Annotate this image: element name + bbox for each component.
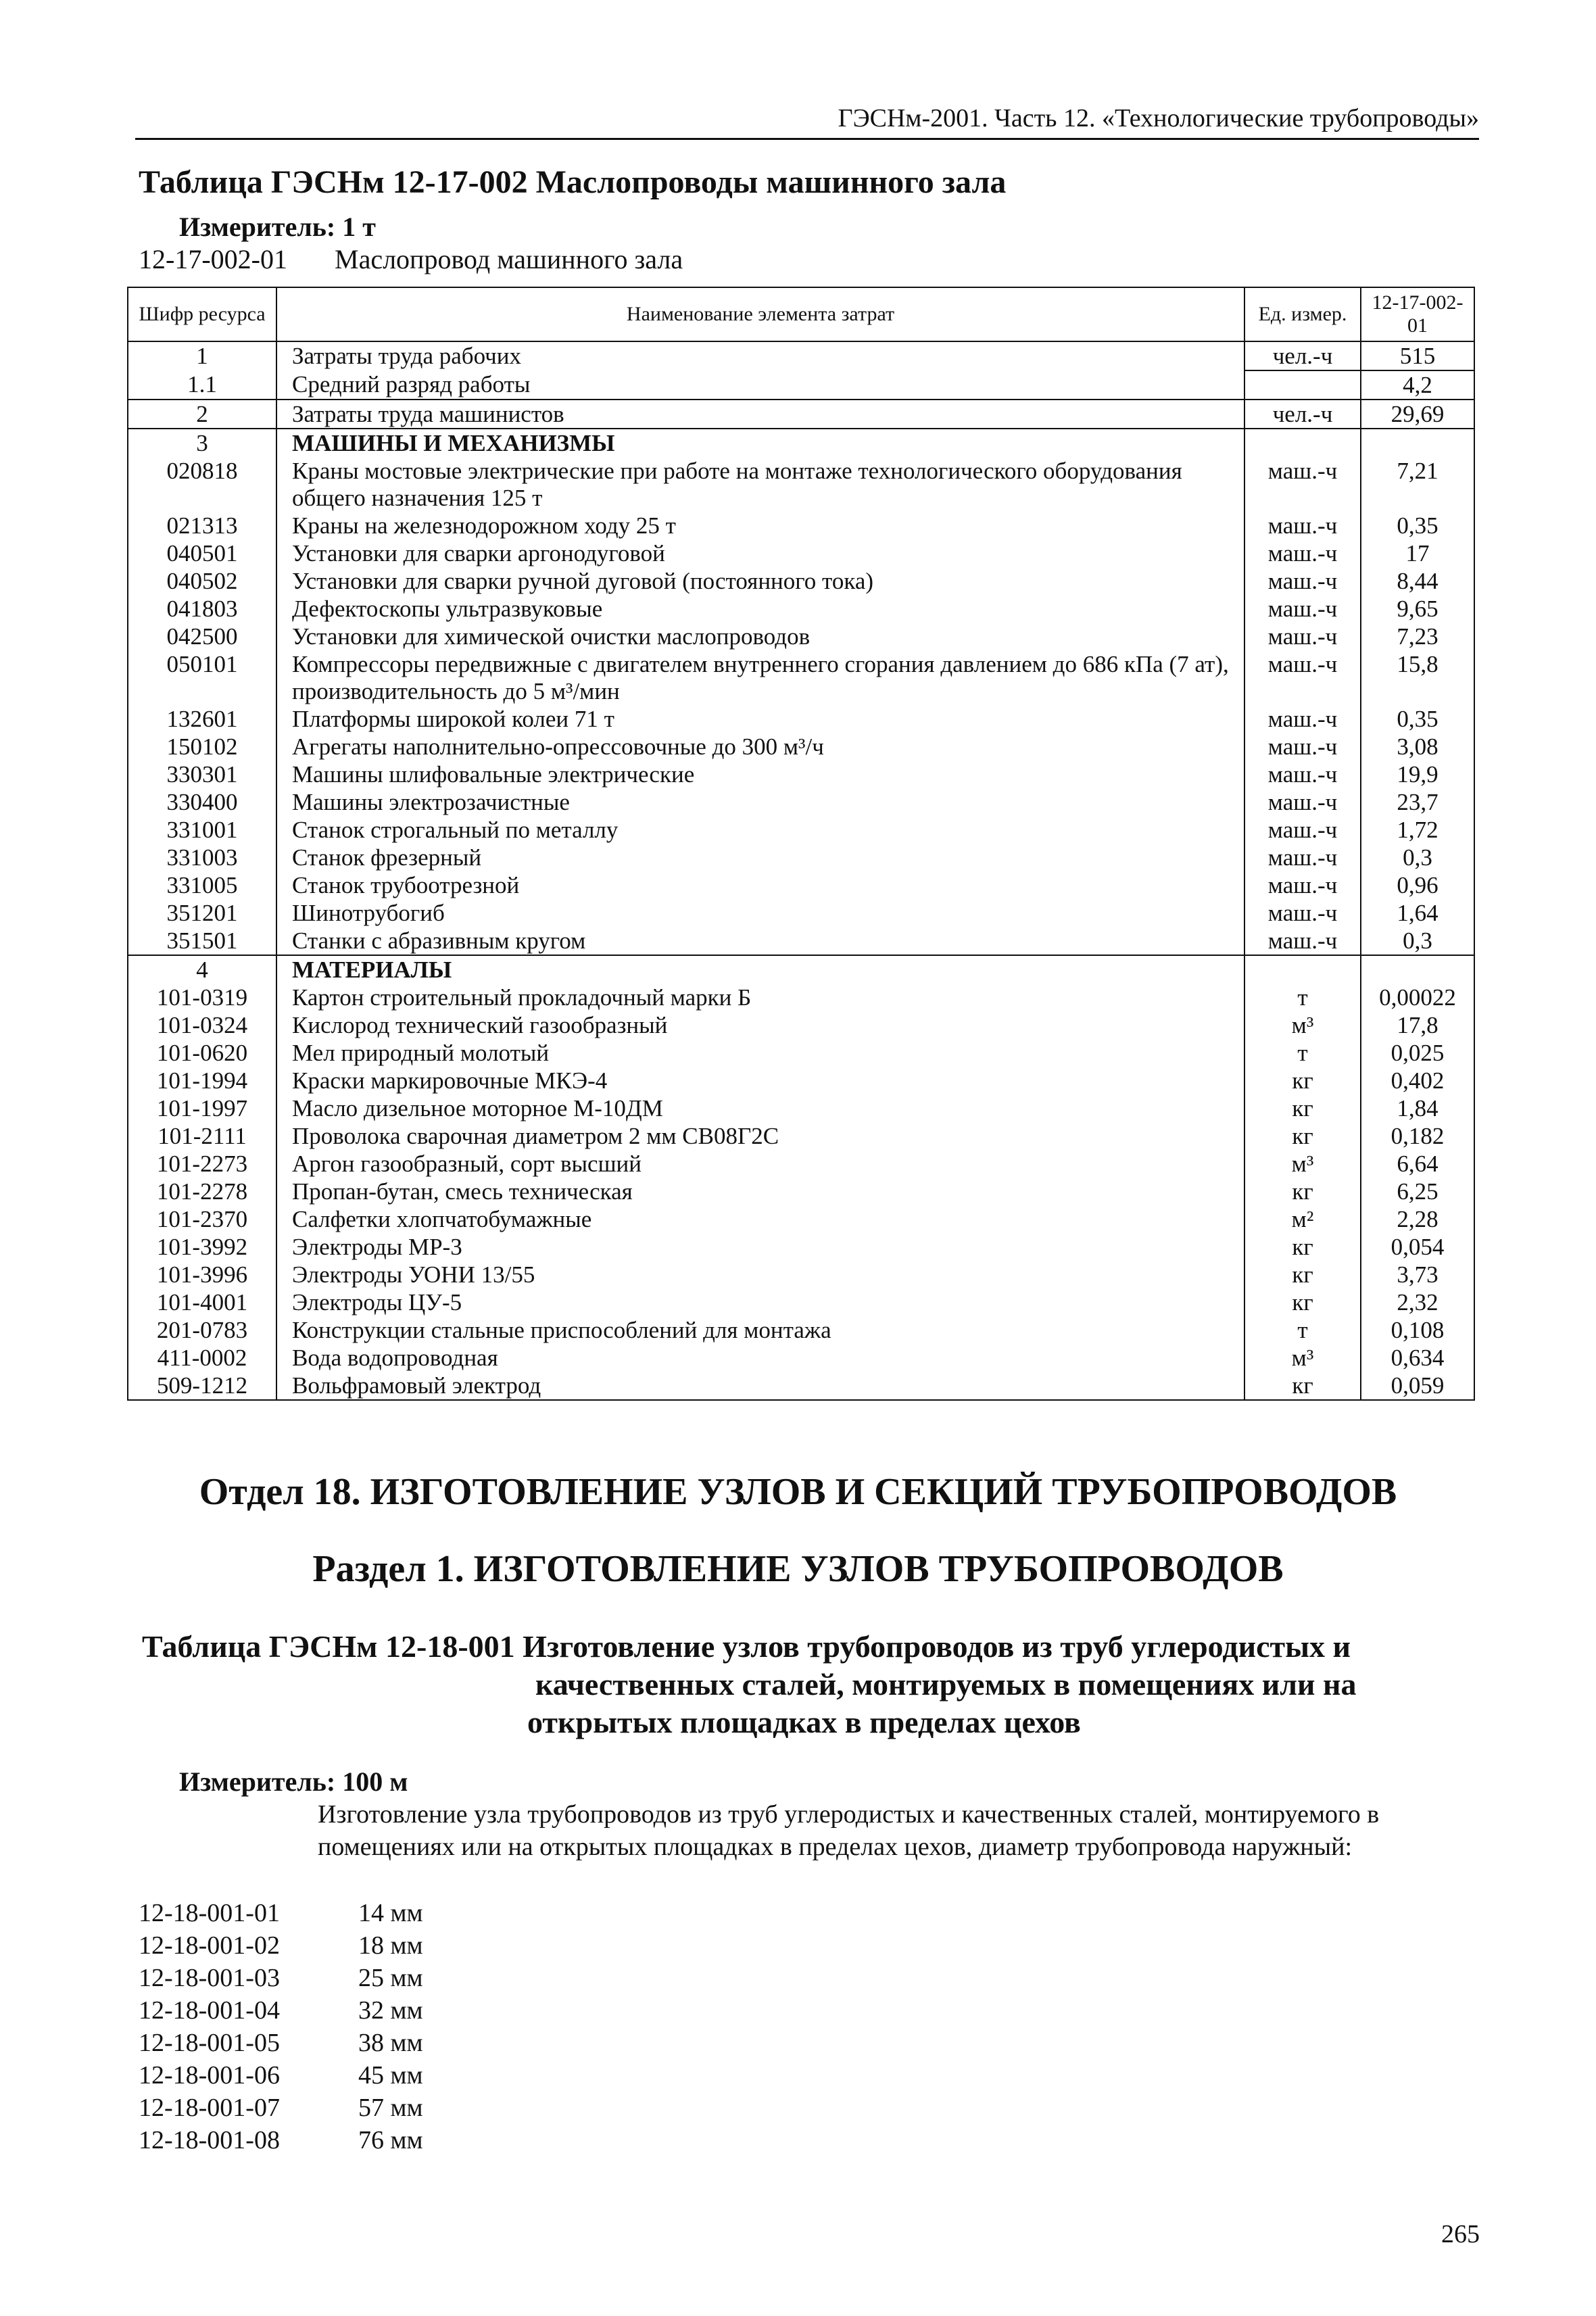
row-value: 19,9 xyxy=(1361,761,1474,788)
table-row xyxy=(128,955,1474,984)
table-row xyxy=(128,927,1474,955)
table-row xyxy=(128,761,1474,788)
table-row xyxy=(128,1150,1474,1178)
row-code: 2 xyxy=(128,400,276,429)
row-unit: чел.-ч xyxy=(1244,400,1361,429)
row-value: 1,84 xyxy=(1361,1094,1474,1122)
section-heading: Раздел 1. ИЗГОТОВЛЕНИЕ УЗЛОВ ТРУБОПРОВОДОВ xyxy=(312,1548,1284,1590)
item-size: 14 мм xyxy=(358,1899,423,1927)
row-unit: м² xyxy=(1244,1205,1361,1233)
table-row xyxy=(128,1067,1474,1094)
list-item xyxy=(139,1929,747,1962)
running-head: ГЭСНм-2001. Часть 12. «Технологические трубопроводы» xyxy=(135,101,1479,140)
row-value: 0,00022 xyxy=(1361,984,1474,1011)
table-row xyxy=(128,1233,1474,1261)
item-size: 57 мм xyxy=(358,2094,423,2122)
row-unit: кг xyxy=(1244,1233,1361,1261)
table-row xyxy=(128,567,1474,595)
row-name: Краски маркировочные МКЭ-4 xyxy=(276,1067,1244,1094)
list-item xyxy=(139,2059,747,2092)
row-code: 201-0783 xyxy=(128,1316,276,1344)
row-code: 411-0002 xyxy=(128,1344,276,1372)
row-unit: маш.-ч xyxy=(1244,927,1361,955)
row-name: Станок трубоотрезной xyxy=(276,871,1244,899)
row-code: 042500 xyxy=(128,623,276,650)
row-code: 101-1997 xyxy=(128,1094,276,1122)
row-value: 6,25 xyxy=(1361,1178,1474,1205)
row-name: Установки для химической очистки маслопроводов xyxy=(276,623,1244,650)
table-row xyxy=(128,429,1474,457)
row-code: 3 xyxy=(128,429,276,457)
row-value: 7,21 xyxy=(1361,457,1474,512)
row-unit: маш.-ч xyxy=(1244,761,1361,788)
row-value: 515 xyxy=(1361,341,1474,370)
row-name: Дефектоскопы ультразвуковые xyxy=(276,595,1244,623)
table-row xyxy=(128,595,1474,623)
row-value: 0,3 xyxy=(1361,927,1474,955)
cost-table xyxy=(127,287,1475,1401)
row-code: 331003 xyxy=(128,844,276,871)
row-name: Средний разряд работы xyxy=(276,370,1244,400)
row-unit: маш.-ч xyxy=(1244,871,1361,899)
row-name: Электроды УОНИ 13/55 xyxy=(276,1261,1244,1288)
row-value: 23,7 xyxy=(1361,788,1474,816)
row-value: 0,054 xyxy=(1361,1233,1474,1261)
row-code: 509-1212 xyxy=(128,1372,276,1400)
row-value: 4,2 xyxy=(1361,370,1474,400)
table-row xyxy=(128,1344,1474,1372)
row-code: 040501 xyxy=(128,539,276,567)
row-name: Пропан-бутан, смесь техническая xyxy=(276,1178,1244,1205)
table2-title xyxy=(142,1628,1480,1741)
row-code: 330400 xyxy=(128,788,276,816)
table-row xyxy=(128,1094,1474,1122)
item-size: 32 мм xyxy=(358,1996,423,2025)
list-item xyxy=(139,2124,747,2156)
row-code: 020818 xyxy=(128,457,276,512)
item-size: 18 мм xyxy=(358,1931,423,1960)
row-code: 101-2111 xyxy=(128,1122,276,1150)
table-row xyxy=(128,816,1474,844)
row-value: 17 xyxy=(1361,539,1474,567)
row-unit: т xyxy=(1244,1316,1361,1344)
row-value: 29,69 xyxy=(1361,400,1474,429)
row-unit: маш.-ч xyxy=(1244,457,1361,512)
table-row xyxy=(128,705,1474,733)
table-row xyxy=(128,733,1474,761)
row-code: 101-2370 xyxy=(128,1205,276,1233)
row-name: Картон строительный прокладочный марки Б xyxy=(276,984,1244,1011)
row-value: 0,059 xyxy=(1361,1372,1474,1400)
row-unit: маш.-ч xyxy=(1244,512,1361,539)
row-code: 041803 xyxy=(128,595,276,623)
table-row xyxy=(128,512,1474,539)
header-name: Наименование элемента затрат xyxy=(276,287,1244,341)
row-code: 150102 xyxy=(128,733,276,761)
table-row xyxy=(128,1205,1474,1233)
row-value xyxy=(1361,955,1474,984)
item-code: 12-18-001-04 xyxy=(139,1996,280,2025)
row-name: Платформы широкой колеи 71 т xyxy=(276,705,1244,733)
table-row xyxy=(128,341,1474,370)
row-code: 330301 xyxy=(128,761,276,788)
list-item xyxy=(139,2027,747,2059)
row-value: 6,64 xyxy=(1361,1150,1474,1178)
row-value: 0,182 xyxy=(1361,1122,1474,1150)
row-value: 0,96 xyxy=(1361,871,1474,899)
table2-title-line2: качественных сталей, монтируемых в помещениях или на xyxy=(535,1667,1357,1702)
table2-code-list xyxy=(139,1897,747,2156)
table-row xyxy=(128,1316,1474,1344)
table1-code: 12-17-002-01 xyxy=(139,244,287,274)
row-name: Вода водопроводная xyxy=(276,1344,1244,1372)
list-item xyxy=(139,2092,747,2124)
row-name: Краны на железнодорожном ходу 25 т xyxy=(276,512,1244,539)
item-size: 76 мм xyxy=(358,2126,423,2154)
row-unit xyxy=(1244,955,1361,984)
row-name: Компрессоры передвижные с двигателем внутреннего сгорания давлением до 686 кПа (7 ат), производительность до 5 м³/мин xyxy=(276,650,1244,705)
row-unit: маш.-ч xyxy=(1244,595,1361,623)
table-row xyxy=(128,871,1474,899)
table-row xyxy=(128,457,1474,512)
row-name: Кислород технический газообразный xyxy=(276,1011,1244,1039)
row-value: 8,44 xyxy=(1361,567,1474,595)
row-code: 1 xyxy=(128,341,276,370)
row-code: 331001 xyxy=(128,816,276,844)
table-row xyxy=(128,623,1474,650)
table-row xyxy=(128,1039,1474,1067)
row-value: 0,402 xyxy=(1361,1067,1474,1094)
row-name: Вольфрамовый электрод xyxy=(276,1372,1244,1400)
row-code: 101-3996 xyxy=(128,1261,276,1288)
row-code: 050101 xyxy=(128,650,276,705)
row-unit: кг xyxy=(1244,1122,1361,1150)
cost-table-header xyxy=(128,287,1474,341)
row-unit xyxy=(1244,370,1361,400)
row-name: Аргон газообразный, сорт высший xyxy=(276,1150,1244,1178)
row-unit: маш.-ч xyxy=(1244,788,1361,816)
table-row xyxy=(128,539,1474,567)
row-name: Салфетки хлопчатобумажные xyxy=(276,1205,1244,1233)
row-unit: маш.-ч xyxy=(1244,816,1361,844)
row-code: 4 xyxy=(128,955,276,984)
row-name: Конструкции стальные приспособлений для монтажа xyxy=(276,1316,1244,1344)
row-value: 17,8 xyxy=(1361,1011,1474,1039)
row-name: Станок фрезерный xyxy=(276,844,1244,871)
row-unit: кг xyxy=(1244,1288,1361,1316)
table-row xyxy=(128,650,1474,705)
row-value: 2,32 xyxy=(1361,1288,1474,1316)
row-value: 2,28 xyxy=(1361,1205,1474,1233)
cost-table-body xyxy=(128,341,1474,1400)
row-unit: маш.-ч xyxy=(1244,844,1361,871)
table1-code-desc: Маслопровод машинного зала xyxy=(335,244,683,274)
row-unit: маш.-ч xyxy=(1244,733,1361,761)
row-value: 0,35 xyxy=(1361,705,1474,733)
row-name: Электроды МР-3 xyxy=(276,1233,1244,1261)
row-unit: маш.-ч xyxy=(1244,567,1361,595)
row-value: 3,08 xyxy=(1361,733,1474,761)
row-code: 101-0319 xyxy=(128,984,276,1011)
department-heading: Отдел 18. ИЗГОТОВЛЕНИЕ УЗЛОВ И СЕКЦИЙ ТРУБОПРОВОДОВ xyxy=(199,1471,1397,1513)
list-item xyxy=(139,1897,747,1929)
row-value: 0,634 xyxy=(1361,1344,1474,1372)
item-code: 12-18-001-01 xyxy=(139,1899,280,1927)
row-unit: маш.-ч xyxy=(1244,899,1361,927)
row-name: Станок строгальный по металлу xyxy=(276,816,1244,844)
row-name: Машины шлифовальные электрические xyxy=(276,761,1244,788)
table1-title: Таблица ГЭСНм 12-17-002 Маслопроводы машинного зала xyxy=(139,164,1007,200)
table1-code-line xyxy=(139,242,1017,277)
header-value: 12-17-002-01 xyxy=(1361,287,1474,341)
row-name: Электроды ЦУ-5 xyxy=(276,1288,1244,1316)
item-code: 12-18-001-07 xyxy=(139,2094,280,2122)
row-unit: маш.-ч xyxy=(1244,539,1361,567)
table-row xyxy=(128,984,1474,1011)
item-code: 12-18-001-08 xyxy=(139,2126,280,2154)
row-unit: маш.-ч xyxy=(1244,705,1361,733)
row-code: 101-2278 xyxy=(128,1178,276,1205)
item-size: 38 мм xyxy=(358,2029,423,2057)
row-name: Машины электрозачистные xyxy=(276,788,1244,816)
row-name: Проволока сварочная диаметром 2 мм СВ08Г2С xyxy=(276,1122,1244,1150)
row-value: 15,8 xyxy=(1361,650,1474,705)
row-name: Установки для сварки ручной дуговой (постоянного тока) xyxy=(276,567,1244,595)
list-item xyxy=(139,1962,747,1994)
row-name: МАШИНЫ И МЕХАНИЗМЫ xyxy=(276,429,1244,457)
row-unit: маш.-ч xyxy=(1244,623,1361,650)
table-row xyxy=(128,1011,1474,1039)
page-number: 265 xyxy=(1441,2220,1480,2248)
row-code: 351201 xyxy=(128,899,276,927)
row-code: 101-0620 xyxy=(128,1039,276,1067)
row-unit: кг xyxy=(1244,1178,1361,1205)
table-row xyxy=(128,1261,1474,1288)
row-code: 101-0324 xyxy=(128,1011,276,1039)
row-unit: кг xyxy=(1244,1261,1361,1288)
row-code: 101-1994 xyxy=(128,1067,276,1094)
table-row xyxy=(128,1122,1474,1150)
table-row xyxy=(128,1372,1474,1400)
row-name: Масло дизельное моторное М-10ДМ xyxy=(276,1094,1244,1122)
row-value: 0,108 xyxy=(1361,1316,1474,1344)
row-unit: т xyxy=(1244,984,1361,1011)
row-unit xyxy=(1244,429,1361,457)
table1-meter: Измеритель: 1 т xyxy=(179,212,376,242)
header-unit: Ед. измер. xyxy=(1244,287,1361,341)
item-code: 12-18-001-05 xyxy=(139,2029,280,2057)
list-item xyxy=(139,1994,747,2027)
row-value: 3,73 xyxy=(1361,1261,1474,1288)
row-code: 331005 xyxy=(128,871,276,899)
row-name: Станки с абразивным кругом xyxy=(276,927,1244,955)
row-code: 101-4001 xyxy=(128,1288,276,1316)
table-row xyxy=(128,1288,1474,1316)
item-code: 12-18-001-06 xyxy=(139,2061,280,2090)
row-value: 1,64 xyxy=(1361,899,1474,927)
row-unit: т xyxy=(1244,1039,1361,1067)
row-code: 1.1 xyxy=(128,370,276,400)
row-unit: маш.-ч xyxy=(1244,650,1361,705)
row-name: Краны мостовые электрические при работе на монтаже технологического оборудования общего назначения 125 т xyxy=(276,457,1244,512)
item-size: 45 мм xyxy=(358,2061,423,2090)
table2-description: Изготовление узла трубопроводов из труб углеродистых и качественных сталей, монтируемого в помещениях или на открытых площадках в пределах цехов, диаметр трубопровода наружный: xyxy=(318,1800,1380,1861)
row-value: 7,23 xyxy=(1361,623,1474,650)
row-code: 101-3992 xyxy=(128,1233,276,1261)
row-unit: кг xyxy=(1244,1067,1361,1094)
row-unit: кг xyxy=(1244,1372,1361,1400)
row-name: Агрегаты наполнительно-опрессовочные до 300 м³/ч xyxy=(276,733,1244,761)
table2-title-line3: открытых площадках в пределах цехов xyxy=(527,1705,1081,1739)
row-unit: м³ xyxy=(1244,1150,1361,1178)
row-code: 101-2273 xyxy=(128,1150,276,1178)
row-code: 132601 xyxy=(128,705,276,733)
table-row xyxy=(128,370,1474,400)
item-code: 12-18-001-03 xyxy=(139,1964,280,1992)
row-name: МАТЕРИАЛЫ xyxy=(276,955,1244,984)
table2-meter: Измеритель: 100 м xyxy=(179,1766,408,1797)
row-value: 0,35 xyxy=(1361,512,1474,539)
row-name: Шинотрубогиб xyxy=(276,899,1244,927)
row-code: 040502 xyxy=(128,567,276,595)
item-code: 12-18-001-02 xyxy=(139,1931,280,1960)
header-code: Шифр ресурса xyxy=(128,287,276,341)
table-row xyxy=(128,844,1474,871)
row-name: Затраты труда рабочих xyxy=(276,341,1244,370)
row-value: 1,72 xyxy=(1361,816,1474,844)
item-size: 25 мм xyxy=(358,1964,423,1992)
row-code: 021313 xyxy=(128,512,276,539)
row-name: Затраты труда машинистов xyxy=(276,400,1244,429)
table-row xyxy=(128,400,1474,429)
row-value xyxy=(1361,429,1474,457)
row-name: Мел природный молотый xyxy=(276,1039,1244,1067)
row-name: Установки для сварки аргонодуговой xyxy=(276,539,1244,567)
row-unit: м³ xyxy=(1244,1011,1361,1039)
row-code: 351501 xyxy=(128,927,276,955)
table2-title-line1: Таблица ГЭСНм 12-18-001 Изготовление узлов трубопроводов из труб углеродистых и xyxy=(142,1629,1351,1664)
row-unit: м³ xyxy=(1244,1344,1361,1372)
row-unit: кг xyxy=(1244,1094,1361,1122)
row-value: 9,65 xyxy=(1361,595,1474,623)
table-row xyxy=(128,788,1474,816)
row-value: 0,025 xyxy=(1361,1039,1474,1067)
row-unit: чел.-ч xyxy=(1244,341,1361,370)
row-value: 0,3 xyxy=(1361,844,1474,871)
table-row xyxy=(128,899,1474,927)
table-row xyxy=(128,1178,1474,1205)
